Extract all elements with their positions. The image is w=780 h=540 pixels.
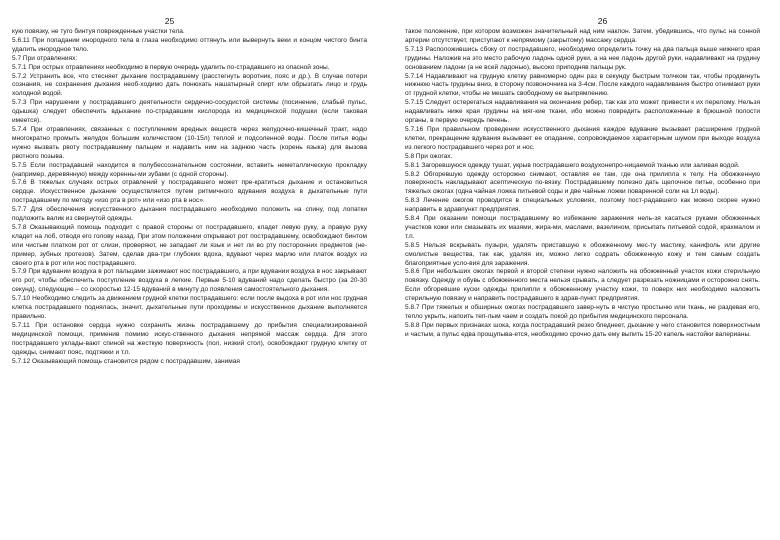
page-number-right: 26: [597, 16, 608, 26]
paragraph: 5.6.11 При попадании инородного тела в глаза необходимо оттянуть или вывернуть веки и концом чистого бинта удалить инородное тело.: [12, 36, 367, 53]
page-body-right: [405, 28, 760, 340]
paragraph: 5.8.5 Нельзя вскрывать пузыри, удалять приставшую к обожженному мес-ту мастику, канифоль или другие смолистые вещества, так как, удаляя их, можно легко содрать обожженную кожу и тем самым создать благоприятные усло-вия для заражения.: [405, 241, 760, 267]
paragraph: 5.8.3 Лечение ожогов проводится в специальных условиях, поэтому пост-радавшего как можно скорее нужно направить в здравпункт предприятия.: [405, 197, 760, 214]
paragraph: 5.7.2 Устранить все, что стесняет дыхание пострадавшему (расстегнуть воротник, пояс и др.). В случае потери сознания, не сохранения дыхания необ-ходимо дать понюхать нашатырный спирт или обрызгать лицо и грудь холодной водой.: [12, 72, 367, 98]
right-page: [405, 16, 760, 532]
paragraph: 5.7.13 Расположившись сбоку от пострадавшего, необходимо определить точку на два пальца выше нижнего края грудины. Наложив на это место рабочую ладонь одной руки, а на нее ладонь другой руки, надавливают на грудину основанием ладони (а не всей ладонью), высоко приподняв пальцы рук.: [405, 45, 760, 71]
paragraph: 5.7.5 Если пострадавший находится в полубессознательном состоянии, вставить неметаллическую прокладку (например, деревянную) между коренны-ми зубами (с одной стороны).: [12, 161, 367, 178]
paragraph: 5.8.4 При оказании помощи пострадавшему во избежание заражения нель-зя касаться руками обожженных участков кожи или смазывать их мазями, жира-ми, маслами, вазелином, присыпать питьевой содой, крахмалом и т.п.: [405, 215, 760, 240]
paragraph: 5.7.8 Оказывающий помощь подходит с правой стороны от пострадавшего, кладет левую руку, а правую руку кладет на лоб, отводя его голову назад. При этом положении открывают рот пострадавшему, освобождают бинтом или чистым платком рот от слизи, проверяют, не западает ли язык и нет ли во рту посторонних предметов (не-пример, зубных протезов). Затем, сделав два-три глубоких вдоха, вдувают через марлю или платок воздух из своего рта в рот или нос пострадавшего.: [12, 223, 367, 267]
paragraph: 5.8.7 При тяжелых и обширных ожогах пострадавшего завер-нуть в чистую простыню или ткань, не раздевая его, тепло укрыть, напоить теп-лым чаем и создать покой до прибытия медицинского персонала.: [405, 304, 760, 320]
paragraph: 5.7.15 Следует остерегаться надавливания на окончание ребер, так как это может привести к их перелому. Нельзя надавливать ниже края грудины на мяг-кие ткани, ибо можно повредить расположенные в брюшной полости органы, в первую очередь печень.: [405, 99, 760, 125]
paragraph: 5.7.3 При нарушении у пострадавшего деятельности сердечно-сосудистой системы (посинение, слабый пульс, одышка) следует обеспечить вдыхание по-страдавшим кислорода из медицинской подушки (если таковая имеется).: [12, 99, 367, 125]
page-number-left: 25: [164, 16, 175, 26]
paragraph: 5.8.6 При небольших ожогах первой и второй степени нужно наложить на обожженный участок кожи стерильную повязку. Одежду и обувь с обожженного места нельзя срывать, а следует разрезать ножницами и осторожно снять. Если обгоревшие куски одежды прилипли к обожженному участку кожи, то поверх них необходимо наложить стерильную повязку и направить пострадавшего в здрав-пункт предприятия.: [405, 268, 760, 303]
paragraph: 5.7.12 Оказывающий помощь становится рядом с пострадавшим, занимая: [12, 357, 240, 365]
left-page: [12, 16, 367, 532]
paragraph: 5.7.14 Надавливают на грудную клетку равномерно один раз в секунду быстрым толчком так, чтобы продвинуть нижнюю часть грудины вниз, в сторону позвоночника на 3-4см. После каждого надавливания быстро отнимают руки от грудной клетки, чтобы не мешать свободному ее выпрямлению.: [405, 72, 760, 98]
paragraph: 5.8.2 Обгоревшую одежду осторожно снимают, оставляя ее там, где она прилипла к телу. На обожженную поверхность накладывают асептическую по-вязку. Пострадавшему полезно дать щелочное питье, особенно при тяжелых ожогах (одна чайная ложка питьевой соды и две чайные ложки поваренной соли на 1л воды).: [405, 170, 760, 196]
paragraph: 5.7.6 В тяжелых случаях острых отравлений у пострадавшего может пре-кратиться дыхание и остановиться сердце. Искусственное дыхание осуществляется путем ритмичного вдувания воздуха в дыхательные пути пострадавшему по методу «изо рта в рот» или «изо рта в нос».: [12, 179, 367, 205]
paragraph: 5.7.11 При остановке сердца нужно сохранить жизнь пострадавшему до прибытия специализированной медицинской помощи, применив помимо искус-ственного дыхания непрямой массаж сердца. Для этого пострадавшего уклады-вают спиной на жесткую поверхность (пол, низкий стол), освобождают грудную клетку от одежды, снимают пояс, подтяжки и т.п.: [12, 321, 367, 356]
paragraph: 5.7.16 При правильном проведении искусственного дыхания каждое вдувание вызывает расширение грудной клетки, прекращение вдувания вызывает ее опадание, сопровождаемое характерным шумом при выходе воздуха из легкого пострадавшего через рот и нос.: [405, 125, 760, 151]
paragraph: кую повязку, не туго бинтуя поврежденные участки тела.: [12, 28, 185, 35]
page-body-left: [12, 28, 367, 366]
paragraph: 5.8.1 Загоревшуюся одежду тушат, укрыв пострадавшего воздухонепро-ницаемой тканью или заливая водой.: [405, 161, 740, 169]
paragraph: 5.7.9 При вдувании воздуха в рот пальцами зажимают нос пострадавшего, а при вдувании воздуха в нос закрывают его рот, чтобы обеспечить поступление воздуха в легкие. Первые 5-10 вдуваний надо сделать быстро (за 20-30 секунд), следующие – со скоростью 12-15 вдуваний в минуту до появления самостоятельного дыхания.: [12, 268, 367, 294]
section-heading: 5.7 При отравлениях:: [12, 54, 78, 62]
section-heading: 5.8 При ожогах.: [405, 152, 453, 160]
paragraph: 5.7.7 Для обеспечения искусственного дыхания пострадавшего необходимо положить на спину, под лопатки подложить валик из свернутой одежды.: [12, 206, 367, 223]
paragraph: 5.7.10 Необходимо следить за движением грудной клетки пострадавшего: если после выдоха в рот или нос грудная клетка пострадавшего поднялась, значит, дыхательные пути проходимы и искусственное дыхание выполняется правильно.: [12, 295, 367, 320]
paragraph: 5.7.1 При острых отравлениях необходимо в первую очередь удалить по-страдавшего из опасной зоны.: [12, 63, 330, 71]
paragraph: такое положение, при котором возможен значительный над ним наклон. Затем, убедившись, что пульс на сонной артерии отсутствует, приступают к непрямому (закрытому) массажу сердца.: [405, 28, 760, 44]
paragraph: 5.8.8 При первых признаках шока, когда пострадавший резко бледнеет, дыхание у него становится поверхностным и частым, а пульс едва прощупыва-ется, необходимо срочно дать ему выпить 15-20 капель настойки валерианы.: [405, 321, 760, 338]
paragraph: 5.7.4 При отравлениях, связанных с поступлением вредных веществ через желудочно-кишечный тракт, надо многократно промыть желудок большим количеством (10-15л) теплой и подсоленной воды. После питья воды нужно вызвать рвоту пострадавшему пальцем и надавить ним на заднюю часть (корень языка) для вызова рвотного позыва.: [12, 125, 367, 160]
